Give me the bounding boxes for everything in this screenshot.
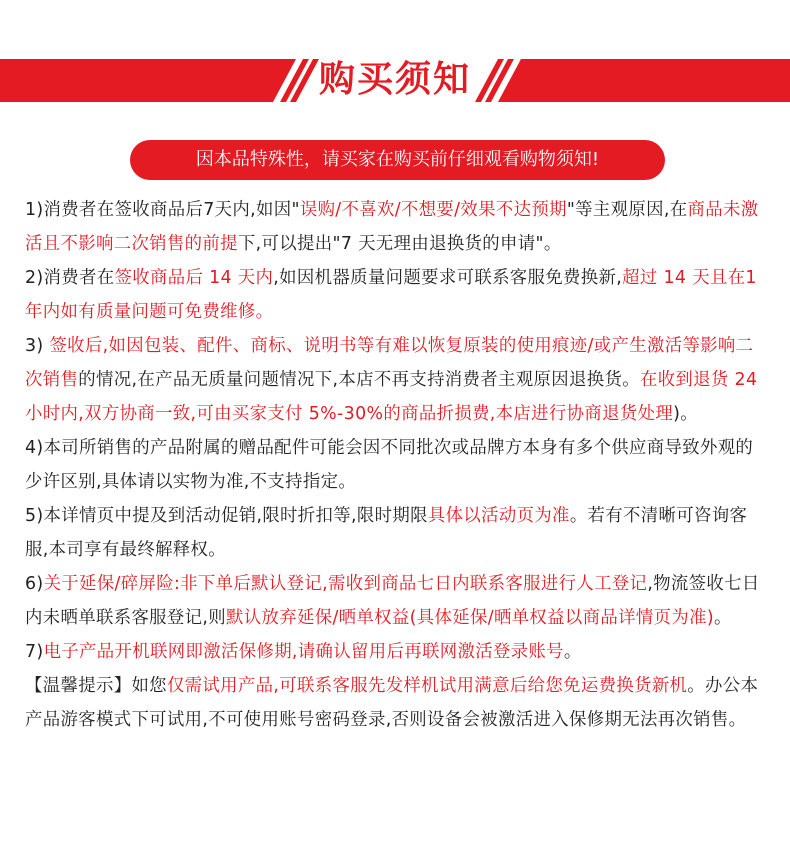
notice-item-p7: [25, 635, 770, 669]
highlight-text: 默认放弃延保/晒单权益(具体延保/晒单权益以商品详情页为准): [226, 608, 714, 628]
notice-text: 下,可以提出"7 天无理由退换货的申请"。: [237, 234, 562, 254]
notice-body: [25, 193, 770, 737]
notice-text: 7): [25, 642, 44, 662]
notice-text: 6): [25, 574, 44, 594]
notice-item-p8: [25, 669, 770, 737]
highlight-text: 仅需试用产品,可联系客服先发样机试用满意后给您免运费换货新机: [166, 676, 688, 696]
notice-text: 3): [25, 336, 50, 356]
notice-text: 2)消费者在: [25, 268, 115, 288]
notice-item-p3: [25, 329, 770, 431]
notice-subtitle-badge: 因本品特殊性，请买家在购买前仔细观看购物须知!: [130, 140, 665, 180]
highlight-text: 在收到退货 24 小时内,双方协商一致,可由买家支付 5%-30%的商品折损费,本店进行协商退货处理: [25, 370, 758, 424]
highlight-text: 具体以活动页为准: [427, 506, 570, 526]
notice-item-p2: [25, 261, 770, 329]
highlight-text: 电子产品开机联网即激活保修期,请确认留用后再联网激活登录账号: [43, 642, 564, 662]
notice-text: 5)本详情页中提及到活动促销,限时折扣等,限时期限: [25, 506, 428, 526]
highlight-text: 误购/不喜欢/不想要/效果不达预期: [299, 200, 567, 220]
highlight-text: 签收后,如因包装、配件、商标、说明书等有难以恢复原装的使用痕迹/或产生激活等影响二次销售: [25, 336, 754, 390]
notice-text: 。若有不清晰可咨询客服,本司享有最终解释权。: [25, 506, 748, 560]
page-title: 购买须知: [318, 59, 471, 100]
highlight-text: 超过 14 天且在1年内如有质量问题可免费维修。: [25, 268, 757, 322]
notice-text: 。办公本产品游客模式下可试用,不可使用账号密码登录,否则设备会被激活进入保修期无法再次销售。: [25, 676, 759, 730]
notice-text: 1)消费者在签收商品后7天内,如因": [25, 200, 300, 220]
highlight-text: 商品未激活且不影响二次销售的前提: [25, 200, 759, 254]
notice-item-p4: [25, 431, 770, 499]
notice-text: 的情况,在产品无质量问题情况下,本店不再支持消费者主观原因退换货。: [78, 370, 640, 390]
notice-item-p1: [25, 193, 770, 261]
notice-text: ,物流签收七日内未晒单联系客服登记,则: [25, 574, 760, 628]
notice-text: "等主观原因,在: [566, 200, 688, 220]
notice-text: 4)本司所销售的产品附属的赠品配件可能会因不同批次或品牌方本身有多个供应商导致外观的少许区别,具体请以实物为准,不支持指定。: [25, 438, 754, 492]
header-banner: [0, 0, 790, 120]
highlight-text: 签收商品后 14 天内: [114, 268, 274, 288]
notice-text: 。: [713, 608, 732, 628]
notice-text: )。: [673, 404, 698, 424]
notice-text: 【温馨提示】如您: [25, 676, 167, 696]
notice-item-p5: [25, 499, 770, 567]
highlight-text: 关于延保/碎屏险:非下单后默认登记,需收到商品七日内联系客服进行人工登记: [43, 574, 648, 594]
notice-text: 。: [563, 642, 582, 662]
notice-item-p6: [25, 567, 770, 635]
notice-text: ,如因机器质量问题要求可联系客服免费换新,: [273, 268, 623, 288]
